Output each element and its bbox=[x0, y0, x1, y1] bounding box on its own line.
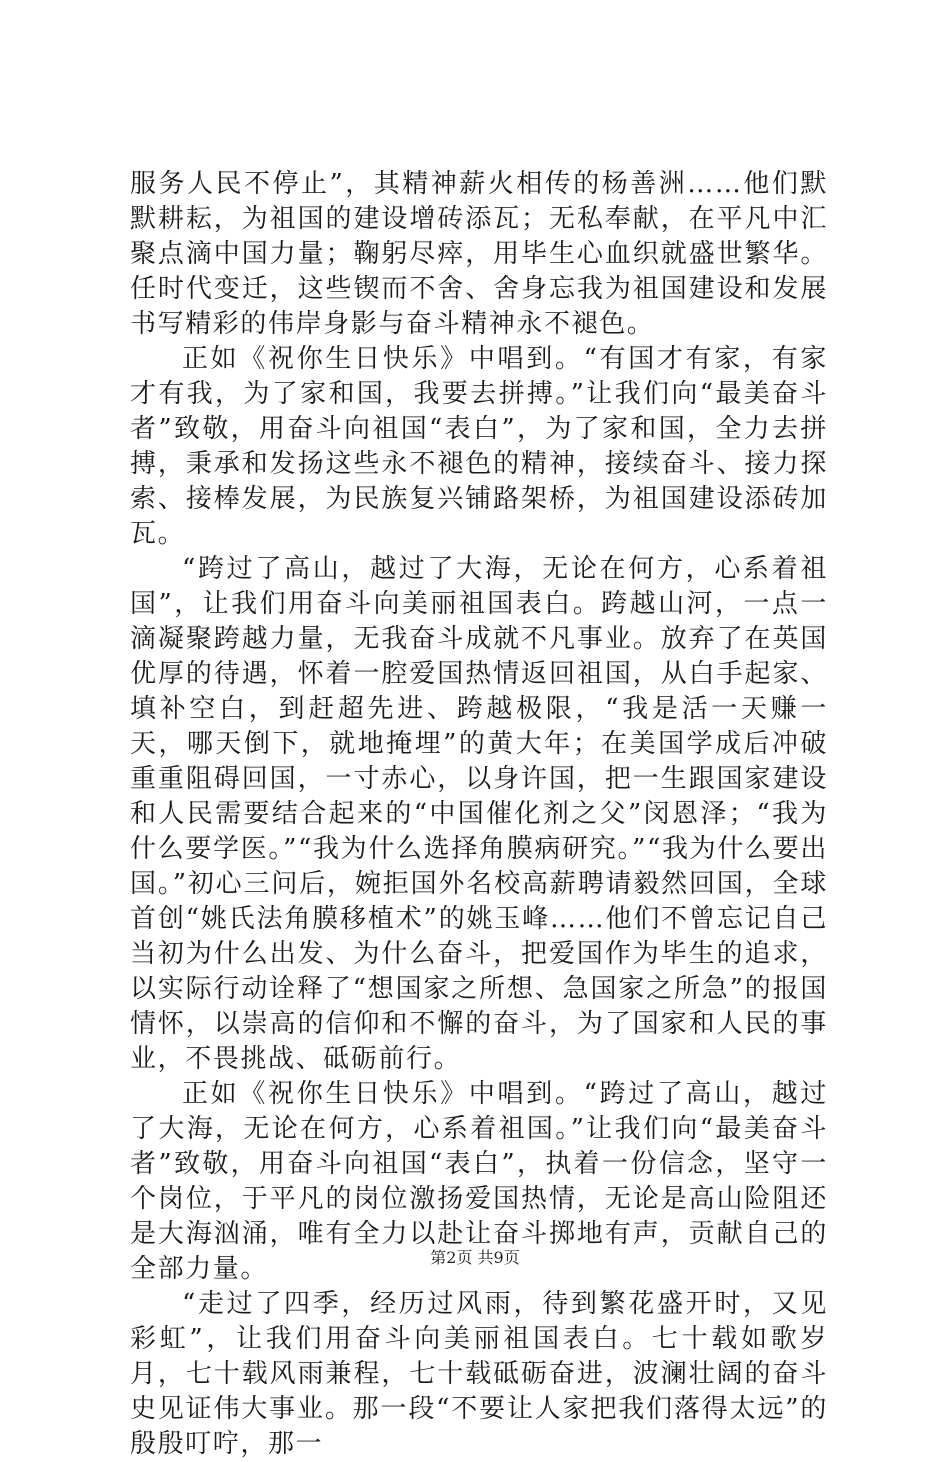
paragraph-3: “跨过了高山，越过了大海，无论在何方，心系着祖国”，让我们用奋斗向美丽祖国表白。跨越山河，一点一滴凝聚跨越力量，无我奋斗成就不凡事业。放弃了在英国优厚的待遇，怀着一腔爱国热情返回祖国，从白手起家、填补空白，到赶超先进、跨越极限，“我是活一天赚一天，哪天倒下，就地掩埋”的黄大年；在美国学成后冲破重重阻碍回国，一寸赤心，以身许国，把一生跟国家建设和人民需要结合起来的“中国催化剂之父”闵恩泽；“我为什么要学医。”“我为什么选择角膜病研究。”“我为什么要出国。”初心三问后，婉拒国外名校高薪聘请毅然回国，全球首创“姚氏法角膜移植术”的姚玉峰……他们不曾忘记自己当初为什么出发、为什么奋斗，把爱国作为毕生的追求，以实际行动诠释了“想国家之所想、急国家之所急”的报国情怀，以崇高的信仰和不懈的奋斗，为了国家和人民的事业，不畏挑战、砥砺前行。 bbox=[130, 554, 828, 1074]
paragraph-2: 正如《祝你生日快乐》中唱到。“有国才有家，有家才有我，为了家和国，我要去拼搏。”让我们向“最美奋斗者”致敬，用奋斗向祖国“表白”，为了家和国，全力去拼搏，秉承和发扬这些永不褪色的精神，接续奋斗、接力探索、接棒发展，为民族复兴铺路架桥，为祖国建设添砖加瓦。 bbox=[130, 344, 828, 549]
paragraph-5: “走过了四季，经历过风雨，待到繁花盛开时，又见彩虹”，让我们用奋斗向美丽祖国表白。七十载如歌岁月，七十载风雨兼程，七十载砥砺奋进，波澜壮阔的奋斗史见证伟大事业。那一段“不要让人家把我们落得太远”的殷殷叮咛，那一 bbox=[130, 1289, 828, 1459]
page-number-footer: 第2页 共9页 bbox=[430, 1248, 520, 1267]
paragraph-1: 服务人民不停止”，其精神薪火相传的杨善洲……他们默默耕耘，为祖国的建设增砖添瓦；无私奉献，在平凡中汇聚点滴中国力量；鞠躬尽瘁，用毕生心血织就盛世繁华。任时代变迁，这些锲而不舍、舍身忘我为祖国建设和发展书写精彩的伟岸身影与奋斗精神永不褪色。 bbox=[130, 169, 828, 339]
paragraph-4: 正如《祝你生日快乐》中唱到。“跨过了高山，越过了大海，无论在何方，心系着祖国。”让我们向“最美奋斗者”致敬，用奋斗向祖国“表白”，执着一份信念，坚守一个岗位，于平凡的岗位激扬爱国热情，无论是高山险阻还是大海汹涌，唯有全力以赴让奋斗掷地有声，贡献自己的全部力量。 bbox=[130, 1079, 828, 1284]
